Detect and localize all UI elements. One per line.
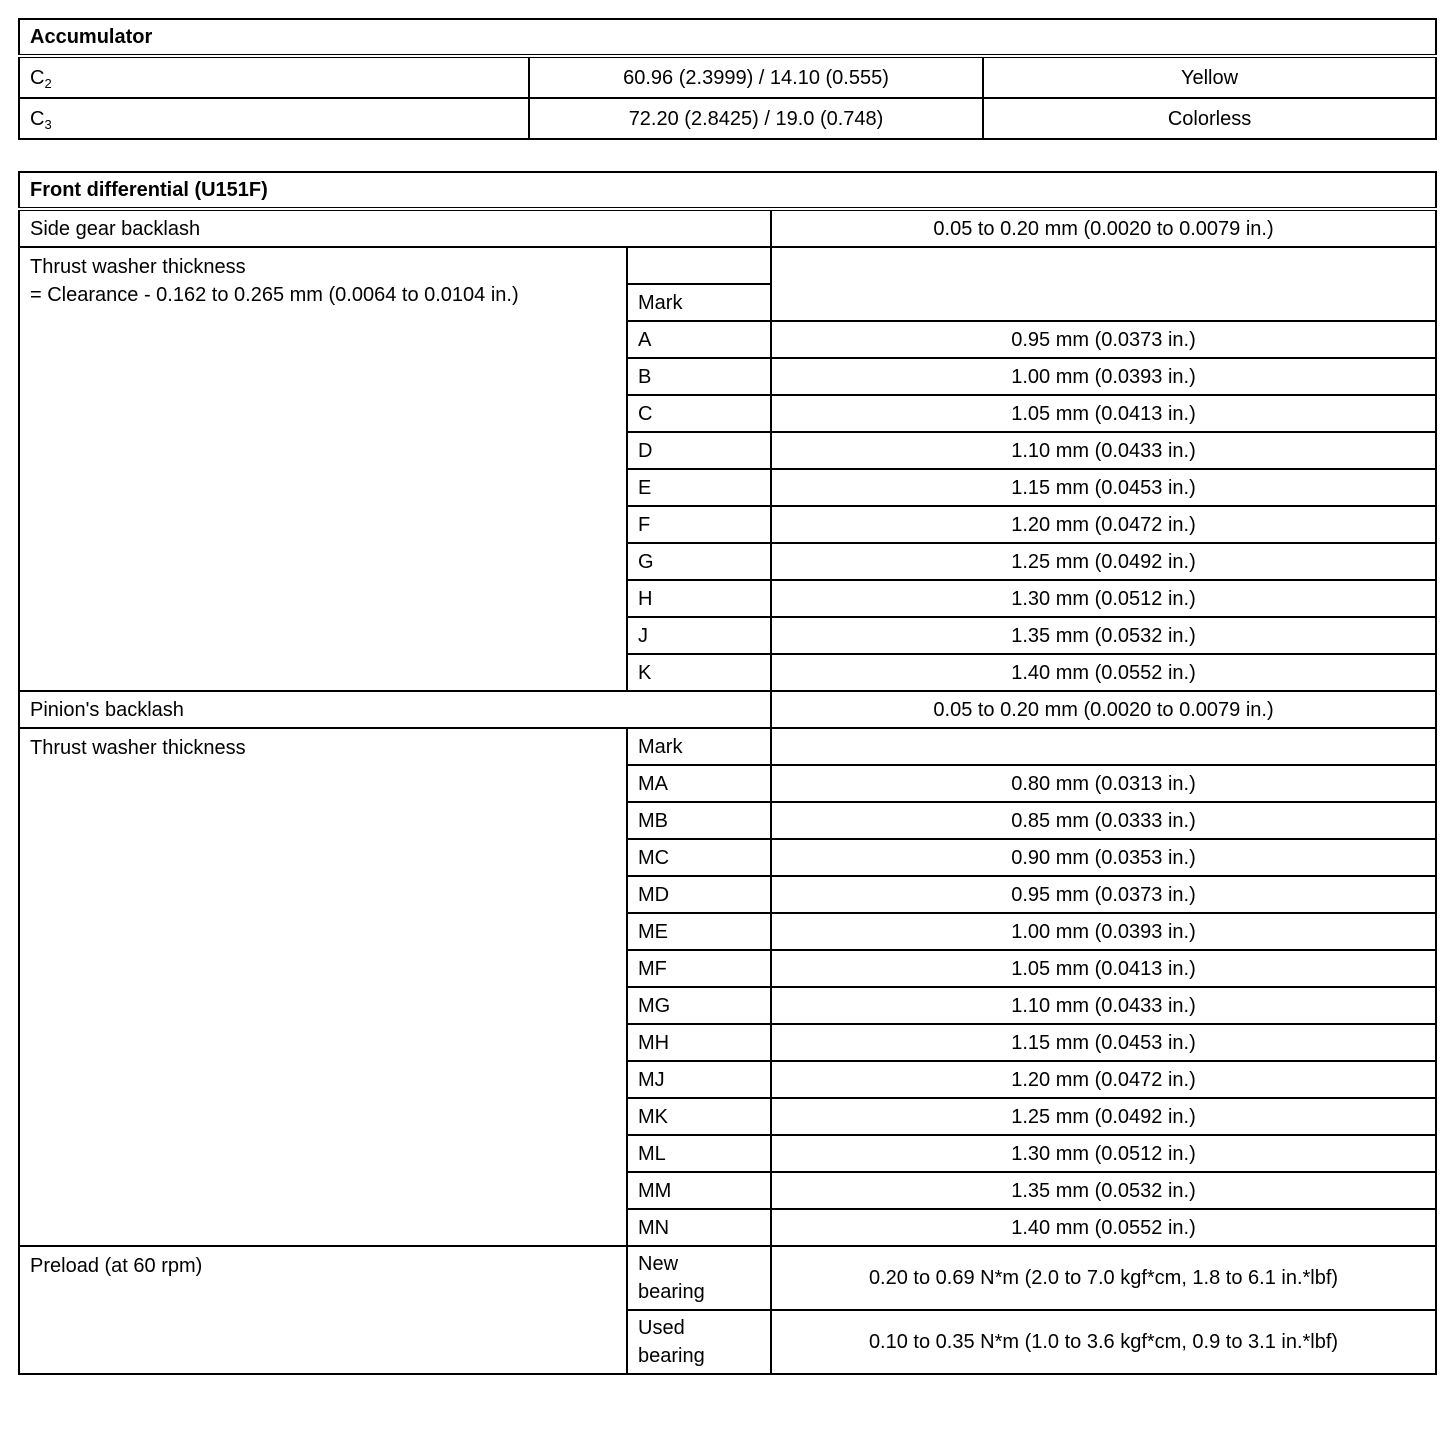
value-cell: 1.10 mm (0.0433 in.) [771,987,1436,1024]
table-row [19,1246,1436,1310]
accumulator-title: Accumulator [19,19,1436,56]
thrust-washer-label [19,247,627,691]
mark-cell: G [627,543,771,580]
value-cell: 1.40 mm (0.0552 in.) [771,1209,1436,1246]
value-cell: 1.00 mm (0.0393 in.) [771,913,1436,950]
pinion-backlash-label: Pinion's backlash [19,691,771,728]
value-cell: 1.35 mm (0.0532 in.) [771,617,1436,654]
value-cell: 0.95 mm (0.0373 in.) [771,321,1436,358]
mark-header: Mark [627,284,771,321]
accumulator-label: $C_2$ [19,56,529,98]
mark-cell: MF [627,950,771,987]
value-cell: 1.30 mm (0.0512 in.) [771,1135,1436,1172]
table-row [19,247,1436,284]
accumulator-label: $C_3$ [19,98,529,139]
mark-cell: MH [627,1024,771,1061]
mark-cell: F [627,506,771,543]
value-cell: 1.35 mm (0.0532 in.) [771,1172,1436,1209]
accumulator-table [18,18,1437,140]
value-cell: 1.05 mm (0.0413 in.) [771,950,1436,987]
thrust-washer-label-line2: = Clearance - 0.162 to 0.265 mm (0.0064 to 0.0104 in.) [30,284,519,306]
mark-cell: MA [627,765,771,802]
empty-cell [771,728,1436,765]
value-cell: 1.15 mm (0.0453 in.) [771,1024,1436,1061]
table-row [19,209,1436,247]
mark-cell: MK [627,1098,771,1135]
value-cell: 1.30 mm (0.0512 in.) [771,580,1436,617]
value-cell: 1.05 mm (0.0413 in.) [771,395,1436,432]
value-cell: 0.80 mm (0.0313 in.) [771,765,1436,802]
bearing-condition-line1: Used [638,1317,685,1339]
value-cell: 1.25 mm (0.0492 in.) [771,543,1436,580]
thrust-washer-label-2: Thrust washer thickness [19,728,627,1246]
mark-cell: H [627,580,771,617]
mark-cell: A [627,321,771,358]
table-row [19,98,1436,139]
mark-cell: B [627,358,771,395]
thrust-washer-label-line1: Thrust washer thickness [30,256,246,278]
accumulator-color: Yellow [983,56,1436,98]
mark-cell: MG [627,987,771,1024]
value-cell: 0.85 mm (0.0333 in.) [771,802,1436,839]
preload-value: 0.20 to 0.69 N*m (2.0 to 7.0 kgf*cm, 1.8 to 6.1 in.*lbf) [771,1246,1436,1310]
mark-cell: D [627,432,771,469]
front-differential-table [18,171,1437,1375]
mark-cell: MJ [627,1061,771,1098]
mark-header: Mark [627,728,771,765]
mark-cell: MM [627,1172,771,1209]
pinion-backlash-value: 0.05 to 0.20 mm (0.0020 to 0.0079 in.) [771,691,1436,728]
bearing-condition-line2: bearing [638,1281,705,1303]
value-cell: 1.00 mm (0.0393 in.) [771,358,1436,395]
table-row [19,728,1436,765]
mark-cell: ME [627,913,771,950]
mark-cell: J [627,617,771,654]
value-cell: 1.40 mm (0.0552 in.) [771,654,1436,691]
mark-cell: C [627,395,771,432]
table-row [19,56,1436,98]
mark-cell: MC [627,839,771,876]
side-gear-backlash-value: 0.05 to 0.20 mm (0.0020 to 0.0079 in.) [771,209,1436,247]
mark-cell: ML [627,1135,771,1172]
bearing-condition [627,1246,771,1310]
value-cell: 1.20 mm (0.0472 in.) [771,506,1436,543]
empty-cell [627,247,771,284]
value-cell: 0.90 mm (0.0353 in.) [771,839,1436,876]
preload-label: Preload (at 60 rpm) [19,1246,627,1374]
accumulator-dims: 60.96 (2.3999) / 14.10 (0.555) [529,56,983,98]
bearing-condition-line1: New [638,1253,679,1275]
mark-cell: MD [627,876,771,913]
value-cell: 1.10 mm (0.0433 in.) [771,432,1436,469]
accumulator-dims: 72.20 (2.8425) / 19.0 (0.748) [529,98,983,139]
preload-value: 0.10 to 0.35 N*m (1.0 to 3.6 kgf*cm, 0.9 to 3.1 in.*lbf) [771,1310,1436,1374]
mark-cell: K [627,654,771,691]
mark-cell: E [627,469,771,506]
mark-cell: MN [627,1209,771,1246]
mark-cell: MB [627,802,771,839]
empty-cell [771,247,1436,321]
value-cell: 0.95 mm (0.0373 in.) [771,876,1436,913]
table-row [19,691,1436,728]
bearing-condition [627,1310,771,1374]
bearing-condition-line2: bearing [638,1345,705,1367]
accumulator-color: Colorless [983,98,1436,139]
value-cell: 1.25 mm (0.0492 in.) [771,1098,1436,1135]
value-cell: 1.15 mm (0.0453 in.) [771,469,1436,506]
side-gear-backlash-label: Side gear backlash [19,209,771,247]
front-differential-title: Front differential (U151F) [19,172,1436,209]
value-cell: 1.20 mm (0.0472 in.) [771,1061,1436,1098]
